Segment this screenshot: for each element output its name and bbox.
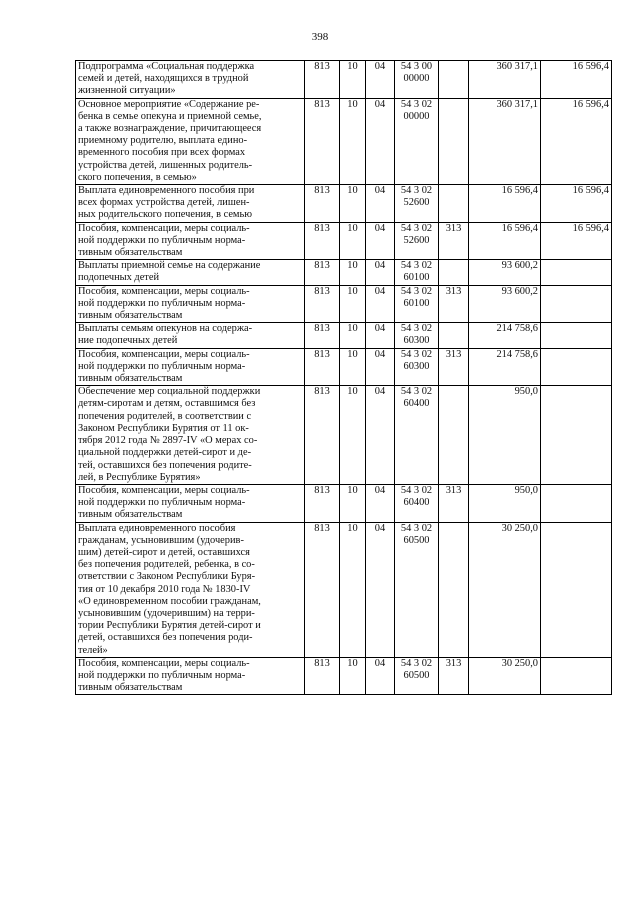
budget-table-body <box>76 61 612 695</box>
section-code-cell: 10 <box>340 61 366 99</box>
table-row <box>76 386 612 485</box>
table-row <box>76 61 612 99</box>
amount-year1-cell: 950,0 <box>469 484 541 522</box>
ministry-code-cell: 813 <box>305 285 340 323</box>
section-code-cell: 10 <box>340 98 366 184</box>
amount-year1-cell: 214 758,6 <box>469 323 541 348</box>
expense-name-line: тября 2012 года № 2897-IV «О мерах со- <box>78 435 258 447</box>
expense-name-line: семей и детей, находящихся в трудной <box>78 73 249 85</box>
expense-type-cell <box>439 185 469 223</box>
expense-name-line: без попечения родителей, ребенка, в со- <box>78 559 255 571</box>
ministry-code-cell: 813 <box>305 260 340 285</box>
expense-name-line: Подпрограмма «Социальная поддержка <box>78 61 255 72</box>
expense-name-line: попечения родителей, в соответствии с <box>78 410 252 422</box>
section-code-cell: 10 <box>340 484 366 522</box>
expense-name-line: ной поддержки по публичным норма- <box>78 234 246 246</box>
table-row <box>76 185 612 223</box>
expense-type-cell: 313 <box>439 348 469 386</box>
expense-name-cell <box>76 222 305 260</box>
amount-year2-cell: 16 596,4 <box>541 185 612 223</box>
amount-year2-cell <box>541 348 612 386</box>
ministry-code-cell: 813 <box>305 185 340 223</box>
amount-year1-cell: 30 250,0 <box>469 522 541 657</box>
amount-year2-cell <box>541 386 612 485</box>
target-article-cell <box>395 260 439 285</box>
expense-name-line: шим) детей-сирот и детей, оставшихся <box>78 546 250 558</box>
target-article-cell <box>395 522 439 657</box>
expense-name-cell <box>76 657 305 695</box>
target-article-line: 52600 <box>403 234 430 246</box>
ministry-code-cell: 813 <box>305 484 340 522</box>
expense-name-cell <box>76 61 305 99</box>
target-article-cell <box>395 484 439 522</box>
target-article-line: 54 3 02 <box>400 98 433 110</box>
page-number: 398 <box>311 31 329 43</box>
target-article-line: 60300 <box>403 360 430 372</box>
target-article-line: 54 3 02 <box>400 285 433 297</box>
section-code-cell: 10 <box>340 522 366 657</box>
expense-name-cell <box>76 185 305 223</box>
target-article-cell <box>395 323 439 348</box>
section-code-cell: 10 <box>340 386 366 485</box>
amount-year1-cell: 93 600,2 <box>469 285 541 323</box>
subsection-code-cell: 04 <box>366 323 395 348</box>
target-article-cell <box>395 61 439 99</box>
amount-year1-cell: 360 317,1 <box>469 61 541 99</box>
expense-type-cell: 313 <box>439 222 469 260</box>
ministry-code-cell: 813 <box>305 657 340 695</box>
expense-name-line: Обеспечение мер социальной поддержки <box>78 386 261 398</box>
table-row <box>76 484 612 522</box>
budget-table <box>75 60 612 695</box>
ministry-code-cell: 813 <box>305 98 340 184</box>
table-row <box>76 222 612 260</box>
expense-name-line: тивным обязательствам <box>78 247 183 259</box>
expense-name-line: временного пособия при всех формах <box>78 147 246 159</box>
expense-name-line: ной поддержки по публичным норма- <box>78 669 246 681</box>
target-article-line: 60400 <box>403 398 430 410</box>
amount-year1-cell: 93 600,2 <box>469 260 541 285</box>
expense-name-line: а также вознаграждение, причитающееся <box>78 123 262 135</box>
table-row <box>76 285 612 323</box>
target-article-line: 00000 <box>403 110 430 122</box>
table-row <box>76 323 612 348</box>
section-code-cell: 10 <box>340 185 366 223</box>
amount-year2-cell <box>541 522 612 657</box>
amount-year1-cell: 214 758,6 <box>469 348 541 386</box>
expense-name-cell <box>76 386 305 485</box>
target-article-cell <box>395 98 439 184</box>
expense-name-line: тивным обязательствам <box>78 310 183 322</box>
target-article-cell <box>395 285 439 323</box>
expense-name-line: ние подопечных детей <box>78 335 178 347</box>
expense-name-line: Выплата единовременного пособия при <box>78 185 255 197</box>
target-article-cell <box>395 185 439 223</box>
amount-year2-cell <box>541 260 612 285</box>
expense-name-line: тивным обязательствам <box>78 682 183 694</box>
expense-name-line: ответствии с Законом Республики Буря- <box>78 571 256 583</box>
amount-year1-cell: 30 250,0 <box>469 657 541 695</box>
target-article-line: 60100 <box>403 297 430 309</box>
expense-type-cell <box>439 98 469 184</box>
expense-name-line: приемному родителю, выплата едино- <box>78 135 248 147</box>
target-article-line: 54 3 02 <box>400 323 433 335</box>
subsection-code-cell: 04 <box>366 185 395 223</box>
subsection-code-cell: 04 <box>366 222 395 260</box>
subsection-code-cell: 04 <box>366 260 395 285</box>
expense-name-cell <box>76 323 305 348</box>
expense-name-line: Пособия, компенсации, меры социаль- <box>78 285 250 297</box>
target-article-line: 54 3 02 <box>400 348 433 360</box>
expense-type-cell <box>439 522 469 657</box>
subsection-code-cell: 04 <box>366 348 395 386</box>
expense-name-line: устройства детей, лишенных родитель- <box>78 159 253 171</box>
expense-type-cell: 313 <box>439 285 469 323</box>
expense-name-line: Выплаты приемной семье на содержание <box>78 260 261 272</box>
expense-type-cell <box>439 323 469 348</box>
expense-name-line: Пособия, компенсации, меры социаль- <box>78 348 250 360</box>
expense-name-line: тивным обязательствам <box>78 373 183 385</box>
section-code-cell: 10 <box>340 222 366 260</box>
section-code-cell: 10 <box>340 657 366 695</box>
ministry-code-cell: 813 <box>305 323 340 348</box>
expense-name-cell <box>76 522 305 657</box>
subsection-code-cell: 04 <box>366 61 395 99</box>
target-article-line: 54 3 02 <box>400 657 433 669</box>
expense-name-line: бенка в семье опекуна и приемной семье, <box>78 110 262 122</box>
amount-year2-cell <box>541 657 612 695</box>
target-article-line: 60500 <box>403 534 430 546</box>
section-code-cell: 10 <box>340 323 366 348</box>
section-code-cell: 10 <box>340 348 366 386</box>
target-article-line: 54 3 02 <box>400 222 433 234</box>
expense-type-cell <box>439 260 469 285</box>
subsection-code-cell: 04 <box>366 657 395 695</box>
expense-name-line: ной поддержки по публичным норма- <box>78 297 246 309</box>
expense-name-line: Пособия, компенсации, меры социаль- <box>78 222 250 234</box>
expense-type-cell: 313 <box>439 484 469 522</box>
expense-name-line: «О единовременном пособии гражданам, <box>78 595 261 607</box>
amount-year2-cell: 16 596,4 <box>541 222 612 260</box>
target-article-cell <box>395 348 439 386</box>
subsection-code-cell: 04 <box>366 386 395 485</box>
subsection-code-cell: 04 <box>366 484 395 522</box>
expense-name-line: Выплата единовременного пособия <box>78 522 236 534</box>
amount-year2-cell: 16 596,4 <box>541 61 612 99</box>
expense-name-cell <box>76 285 305 323</box>
table-row <box>76 98 612 184</box>
expense-name-line: Выплаты семьям опекунов на содержа- <box>78 323 253 335</box>
expense-name-cell <box>76 348 305 386</box>
target-article-line: 54 3 02 <box>400 386 433 398</box>
expense-name-cell <box>76 484 305 522</box>
expense-name-line: ского попечения, в семью» <box>78 171 197 183</box>
target-article-cell <box>395 386 439 485</box>
ministry-code-cell: 813 <box>305 61 340 99</box>
amount-year2-cell: 16 596,4 <box>541 98 612 184</box>
ministry-code-cell: 813 <box>305 348 340 386</box>
target-article-line: 60500 <box>403 669 430 681</box>
expense-name-line: тей, оставшихся без попечения родите- <box>78 459 252 471</box>
amount-year1-cell: 360 317,1 <box>469 98 541 184</box>
amount-year2-cell <box>541 323 612 348</box>
expense-name-line: лей, в Республике Бурятия» <box>78 471 201 483</box>
expense-name-line: ных родительского попечения, в семью <box>78 209 253 221</box>
expense-type-cell <box>439 61 469 99</box>
expense-name-line: тивным обязательствам <box>78 509 183 521</box>
expense-name-cell <box>76 98 305 184</box>
target-article-line: 54 3 02 <box>400 185 433 197</box>
amount-year1-cell: 16 596,4 <box>469 185 541 223</box>
expense-name-line: тия от 10 декабря 2010 года № 1830-IV <box>78 583 251 595</box>
expense-name-line: ной поддержки по публичным норма- <box>78 497 246 509</box>
expense-name-line: подопечных детей <box>78 272 160 284</box>
expense-name-line: телей» <box>78 644 108 656</box>
target-article-line: 54 3 02 <box>400 260 433 272</box>
amount-year2-cell <box>541 285 612 323</box>
expense-name-line: тории Республики Бурятия детей-сирот и <box>78 620 261 632</box>
expense-name-cell <box>76 260 305 285</box>
table-row <box>76 522 612 657</box>
ministry-code-cell: 813 <box>305 222 340 260</box>
expense-name-line: гражданам, усыновившим (удочерив- <box>78 534 244 546</box>
ministry-code-cell: 813 <box>305 522 340 657</box>
target-article-line: 60300 <box>403 335 430 347</box>
amount-year2-cell <box>541 484 612 522</box>
target-article-line: 54 3 02 <box>400 484 433 496</box>
expense-name-line: всех формах устройства детей, лишен- <box>78 197 250 209</box>
expense-name-line: циальной поддержки детей-сирот и де- <box>78 447 252 459</box>
expense-type-cell <box>439 386 469 485</box>
subsection-code-cell: 04 <box>366 522 395 657</box>
amount-year1-cell: 950,0 <box>469 386 541 485</box>
table-row <box>76 657 612 695</box>
expense-name-line: Пособия, компенсации, меры социаль- <box>78 484 250 496</box>
target-article-cell <box>395 222 439 260</box>
expense-name-line: детей, оставшихся без попечения роди- <box>78 632 253 644</box>
expense-name-line: усыновившим (удочерившим) на терри- <box>78 607 255 619</box>
expense-name-line: жизненной ситуации» <box>78 85 176 97</box>
amount-year1-cell: 16 596,4 <box>469 222 541 260</box>
target-article-cell <box>395 657 439 695</box>
expense-name-line: детям-сиротам и детям, оставшимся без <box>78 398 256 410</box>
subsection-code-cell: 04 <box>366 98 395 184</box>
target-article-line: 54 3 02 <box>400 522 433 534</box>
target-article-line: 60400 <box>403 497 430 509</box>
expense-name-line: Пособия, компенсации, меры социаль- <box>78 657 250 669</box>
expense-name-line: Законом Республики Бурятия от 11 ок- <box>78 422 249 434</box>
target-article-line: 54 3 00 <box>400 61 433 72</box>
table-row <box>76 260 612 285</box>
expense-name-line: Основное мероприятие «Содержание ре- <box>78 98 260 110</box>
target-article-line: 52600 <box>403 197 430 209</box>
ministry-code-cell: 813 <box>305 386 340 485</box>
section-code-cell: 10 <box>340 260 366 285</box>
target-article-line: 60100 <box>403 272 430 284</box>
expense-type-cell: 313 <box>439 657 469 695</box>
subsection-code-cell: 04 <box>366 285 395 323</box>
expense-name-line: ной поддержки по публичным норма- <box>78 360 246 372</box>
target-article-line: 00000 <box>403 73 430 85</box>
section-code-cell: 10 <box>340 285 366 323</box>
table-row <box>76 348 612 386</box>
